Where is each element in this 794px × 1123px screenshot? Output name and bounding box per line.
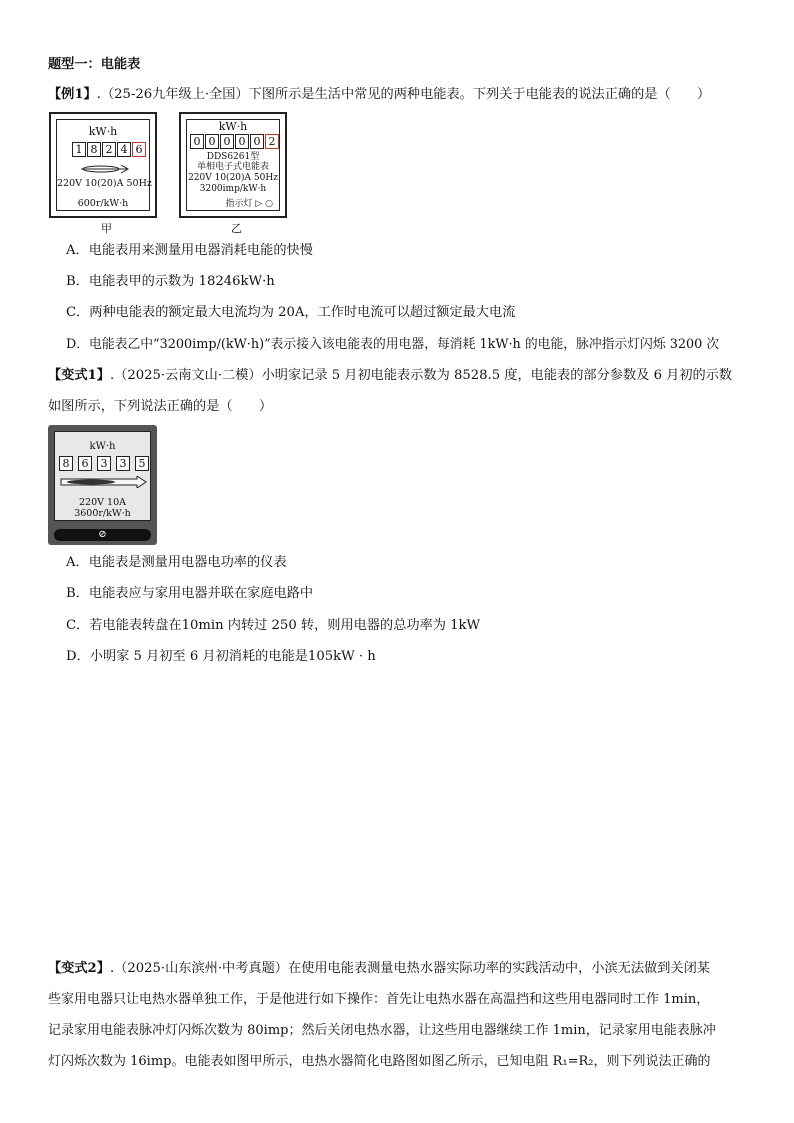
meter-b-panel <box>186 119 280 211</box>
meter-c-unit: kW·h <box>89 441 116 452</box>
example1-text: .（25-26九年级上·全国）下图所示是生活中常见的两种电能表。下列关于电能表的说法正确的是（ ） <box>96 87 711 102</box>
meter-b-caption: 乙 <box>231 222 242 235</box>
meter-b-digit: 0 <box>190 134 204 149</box>
meter-b-spec: 220V 10(20)A 50Hz <box>188 173 278 183</box>
meter-b-constant: 3200imp/kW·h <box>199 184 267 194</box>
section-title: 题型一：电能表 <box>48 57 141 72</box>
example1-stem <box>48 86 710 104</box>
meter-a-digit: 4 <box>117 142 131 157</box>
meter-a <box>49 112 157 218</box>
variant2-text: .（2025·山东滨州·中考真题）在使用电能表测量电热水器实际功率的实践活动中，小滨无法做到关闭某 <box>109 961 710 976</box>
meter-b-digit: 0 <box>205 134 219 149</box>
meter-a-caption: 甲 <box>101 222 112 235</box>
example1-option-a: A．电能表用来测量用电器消耗电能的快慢 <box>66 243 313 258</box>
variant1-option-a: A．电能表是测量用电器电功率的仪表 <box>66 555 287 570</box>
meter-a-spec: 220V 10(20)A 50Hz <box>57 178 152 189</box>
variant1-stem <box>48 367 732 385</box>
meter-a-constant: 600r/kW·h <box>77 198 129 209</box>
variant1-tag: 【变式1】 <box>48 368 110 383</box>
disc-arrow-icon <box>59 476 147 488</box>
meter-b-digit: 0 <box>220 134 234 149</box>
meter-b-model: DDS6261型 <box>206 152 260 162</box>
variant2-line2: 些家用电器只让电热水器单独工作，于是他进行如下操作：首先让电热水器在高温挡和这些用电器同时工作 1min， <box>48 992 710 1007</box>
meter-c-digit: 8 <box>59 456 73 471</box>
meter-c-digits <box>59 456 149 471</box>
example1-option-b: B．电能表甲的示数为 18246kW·h <box>66 274 275 289</box>
meter-c-digit: 5 <box>135 456 149 471</box>
meter-a-unit: kW·h <box>88 125 118 138</box>
variant2-tag: 【变式2】 <box>48 961 110 976</box>
variant1-option-b: B．电能表应与家用电器并联在家庭电路中 <box>66 586 314 601</box>
variant2-line4: 灯闪烁次数为 16imp。电能表如图甲所示，电热水器简化电路图如图乙所示，已知电阻 R₁=R₂，则下列说法正确的 <box>48 1054 711 1069</box>
meter-b-unit: kW·h <box>218 120 248 133</box>
variant1-text: .（2025·云南文山·二模）小明家记录 5 月初电能表示数为 8528.5 度，电能表的部分参数及 6 月初的示数 <box>109 368 733 383</box>
meter-c-digit: 6 <box>78 456 92 471</box>
meter-a-digit: 8 <box>87 142 101 157</box>
example1-option-d: D．电能表乙中“3200imp/(kW·h)”表示接入该电能表的用电器，每消耗 1kW·h 的电能，脉冲指示灯闪烁 3200 次 <box>66 337 720 352</box>
meter-a-digit: 2 <box>102 142 116 157</box>
meter-b-digit: 2 <box>265 134 279 149</box>
meter-c-spec: 220V 10A <box>79 497 126 508</box>
meter-a-digit: 6 <box>132 142 146 157</box>
variant2-line3: 记录家用电能表脉冲灯闪烁次数为 80imp；然后关闭电热水器，让这些用电器继续工作 1min，记录家用电能表脉冲 <box>48 1023 716 1038</box>
meter-c-panel <box>54 431 151 521</box>
example1-tag: 【例1】 <box>48 87 97 102</box>
example1-option-c: C．两种电能表的额定最大电流均为 20A，工作时电流可以超过额定最大电流 <box>66 305 516 320</box>
meter-b-type: 单相电子式电能表 <box>196 162 269 172</box>
meter-c-knob: ⊘ <box>54 529 151 541</box>
meter-a-digits <box>72 142 147 157</box>
variant1-stem-line2: 如图所示，下列说法正确的是（ ） <box>48 399 273 414</box>
meter-b <box>179 112 287 218</box>
variant1-option-c: C．若电能表转盘在10min 内转过 250 转，则用电器的总功率为 1kW <box>66 618 481 633</box>
meter-b-digits <box>190 134 280 149</box>
meter-a-digit: 1 <box>72 142 86 157</box>
meter-c-digit: 3 <box>116 456 130 471</box>
meter-c-digit: 3 <box>97 456 111 471</box>
meter-b-digit: 0 <box>250 134 264 149</box>
meter-c <box>48 425 157 545</box>
variant1-option-d: D．小明家 5 月初至 6 月初消耗的电能是105kW · h <box>66 649 376 664</box>
arrow-icon <box>79 164 131 174</box>
meter-b-indicator: 指示灯 ▷ ○ <box>225 199 273 209</box>
variant2-stem <box>48 960 710 978</box>
meter-c-constant: 3600r/kW·h <box>74 508 131 519</box>
meter-a-panel <box>56 119 150 211</box>
meter-b-digit: 0 <box>235 134 249 149</box>
